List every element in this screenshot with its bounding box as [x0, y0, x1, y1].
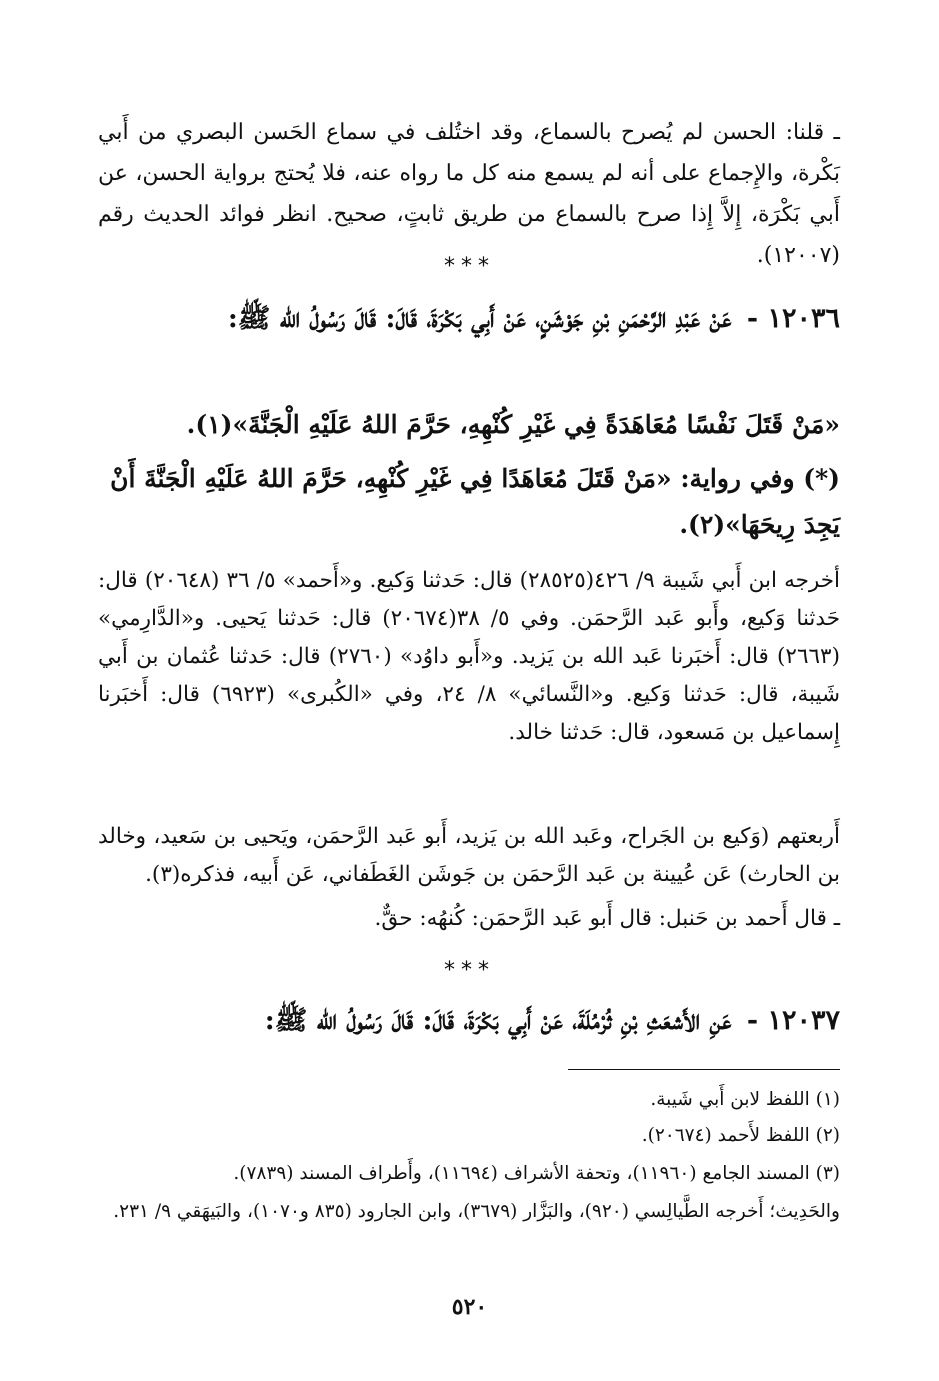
footnote-3: (٣) المسند الجامع (١١٩٦٠)، وتحفة الأشراف (١١٦٩٤)، وأَطراف المسند (٧٨٣٩). [233, 1163, 840, 1184]
hadith-isnad: عَنْ عَبْدِ الرَّحْمَنِ بْنِ جَوْشَنٍ، عَنْ أَبِي بَكْرَةَ، قَالَ: قَالَ رَسُولُ الله ﷺ: [227, 303, 732, 334]
section-separator: *** [444, 958, 495, 983]
hadith-isnad: عَنِ الأَشعَثِ بْنِ ثُرْمُلَةَ، عَنْ أَبِي بَكْرَةَ، قَالَ: قَالَ رَسُولُ الله ﷺ: [264, 1005, 732, 1036]
hadith-variant: (*) وفي رواية: «مَنْ قَتَلَ مُعَاهَدًا فِي غَيْرِ كُنْهِهِ، حَرَّمَ اللهُ عَلَيْهِ الْجَنَّةَ أَنْ يَجِدَ رِيحَهَا»(٢). [110, 464, 840, 539]
footnote-3-continued: والحَدِيث؛ أَخرجه الطَّيالِسي (٩٢٠)، والبَزَّار (٣٦٧٩)، وابن الجارود (٨٣٥ و١٠٧٠)، والبَيهَقي ٩/ ٢٣١. [113, 1201, 840, 1222]
takhrij-summary: أَربعتهم (وَكيع بن الجَراح، وعَبد الله بن يَزيد، أَبو عَبد الرَّحمَن، ويَحيى بن سَعيد، وخالد بن الحارث) عَن عُيينة بن عَبد الرَّحمَن بن جَوشَن الغَطَفاني، عَن أَبيه، فذكره(٣). [98, 824, 840, 887]
takhrij-paragraph: أخرجه ابن أَبي شَيبة ٩/ ٤٢٦(٢٨٥٢٥) قال: حَدثنا وَكيع. و«أَحمد» ٥/ ٣٦ (٢٠٦٤٨) قال: حَدثنا وَكيع، وأَبو عَبد الرَّحمَن. وفي ٥/ ٣٨(٢٠٦٧٤) قال: حَدثنا يَحيى. و«الدَّارِمي» (٢٦٦٣) قال: أَخبَرنا عَبد الله بن يَزيد. و«أَبو داوُد» (٢٧٦٠) قال: حَدثنا عُثمان بن أَبي شَيبة، قال: حَدثنا وَكيع. و«النَّسائي» ٨/ ٢٤، وفي «الكُبرى» (٦٩٢٣) قال: أَخبَرنا إِسماعيل بن مَسعود، قال: حَدثنا خالد. [98, 568, 841, 745]
footnote-2: (٢) اللفظ لأَحمد (٢٠٦٧٤). [641, 1125, 840, 1146]
intro-paragraph: ـ قلنا: الحسن لم يُصرح بالسماع، وقد اختُلف في سماع الحَسن البصري من أَبي بَكْرة، والإِجماع على أنه لم يسمع منه كل ما رواه عنه، فلا يُحتج برواية الحسن، عن أَبي بَكْرَة، إِلاَّ إِذا صرح بالسماع من طريق ثابتٍ، صحيح. انظر فوائد الحديث رقم (١٢٠٠٧). [98, 120, 840, 268]
hadith-matn: «مَنْ قَتَلَ نَفْسًا مُعَاهَدَةً فِي غَيْرِ كُنْهِهِ، حَرَّمَ اللهُ عَلَيْهِ الْجَنَّةَ»(١). [186, 410, 840, 439]
takhrij-note: ـ قال أَحمد بن حَنبل: قال أَبو عَبد الرَّحمَن: كُنهُه: حقٌّ. [374, 906, 840, 931]
section-separator: *** [444, 254, 495, 279]
hadith-heading [98, 998, 840, 1044]
footnote-1: (١) اللفظ لابن أَبي شَيبة. [650, 1089, 840, 1110]
page-number: ٥٢٠ [451, 1294, 488, 1320]
hadith-number: ١٢٠٣٧ - [746, 1005, 840, 1036]
footnote-divider [568, 1069, 840, 1070]
hadith-number: ١٢٠٣٦ - [746, 303, 840, 334]
hadith-heading [98, 296, 840, 342]
